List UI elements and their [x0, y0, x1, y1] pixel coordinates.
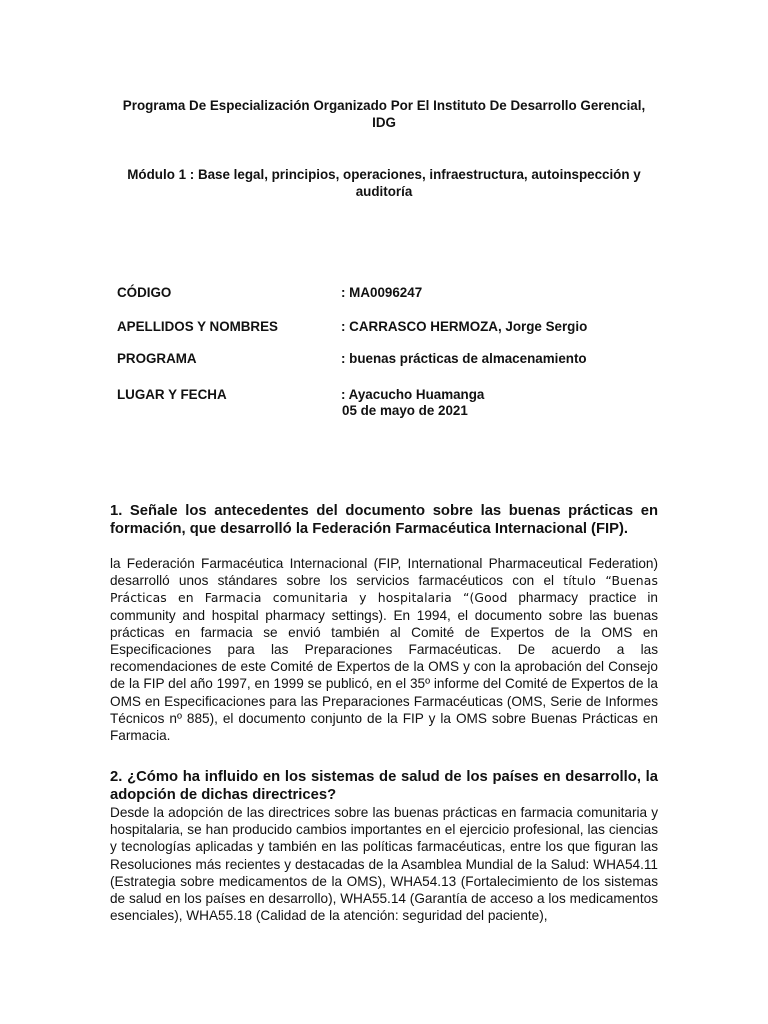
codigo-label: CÓDIGO: [117, 285, 172, 300]
answer-1-part3: pharmacy practice in community and hospital pharmacy settings). En 1994, el documento sobre las buenas prácticas en farmacia se envió también al Comité de Expertos de la OMS en Especificaciones para las Preparaciones Farmacéuticas. De acuerdo a las recomendaciones de este Comité de Expertos de la OMS y con la aprobación del Consejo de la FIP del año 1997, en 1999 se publicó, en el 35º informe del Comité de Expertos de la OMS en Especificaciones para las Preparaciones Farmacéuticas (OMS, Serie de Informes Técnicos nº 885), el documento conjunto de la FIP y la OMS sobre Buenas Prácticas en Farmacia.: [110, 590, 658, 744]
program-title: Programa De Especialización Organizado Por El Instituto De Desarrollo Gerencial, IDG: [122, 98, 646, 130]
question-1-section: [110, 502, 658, 744]
programa-label: PROGRAMA: [117, 351, 197, 366]
module-title: Módulo 1 : Base legal, principios, operaciones, infraestructura, autoinspección y auditoría: [127, 167, 641, 199]
lugar-value: : Ayacucho Huamanga: [341, 387, 485, 402]
question-1: 1. Señale los antecedentes del documento sobre las buenas prácticas en formación, que desarrolló la Federación Farmacéutica Internacional (FIP).: [110, 503, 658, 537]
question-2: 2. ¿Cómo ha influido en los sistemas de salud de los países en desarrollo, la adopción de dichas directrices?: [110, 769, 658, 803]
fecha-value: 05 de mayo de 2021: [342, 403, 468, 418]
answer-1: [110, 555, 658, 744]
answer-2: Desde la adopción de las directrices sobre las buenas prácticas en farmacia comunitaria y hospitalaria, se han producido cambios importantes en el ejercicio profesional, las ciencias y tecnologías aplicadas y también en las políticas farmacéuticas, entre los que figuran las Resoluciones más recientes y destacadas de la Asamblea Mundial de la Salud: WHA54.11 (Estrategia sobre medicamentos de la OMS), WHA54.13 (Fortalecimiento de los sistemas de salud en los países en desarrollo), WHA55.14 (Garantía de acceso a los medicamentos esenciales), WHA55.18 (Calidad de la atención: seguridad del paciente),: [110, 805, 658, 924]
nombres-label: APELLIDOS Y NOMBRES: [117, 319, 278, 334]
lugar-fecha-value: [341, 387, 484, 419]
codigo-value: : MA0096247: [341, 285, 423, 300]
lugar-label: LUGAR Y FECHA: [117, 387, 227, 402]
question-2-section: [110, 768, 658, 924]
nombres-value: : CARRASCO HERMOZA, Jorge Sergio: [341, 319, 588, 334]
answer-1-part2: título “Buenas Prácticas en Farmacia comunitaria y hospitalaria “(Good: [110, 573, 659, 606]
programa-value: : buenas prácticas de almacenamiento: [341, 351, 587, 366]
answer-1-part1: la Federación Farmacéutica Internacional (FIP, International Pharmaceutical Federation) desarrolló unos stándares sobre los servicios farmacéuticos con el: [110, 556, 658, 589]
